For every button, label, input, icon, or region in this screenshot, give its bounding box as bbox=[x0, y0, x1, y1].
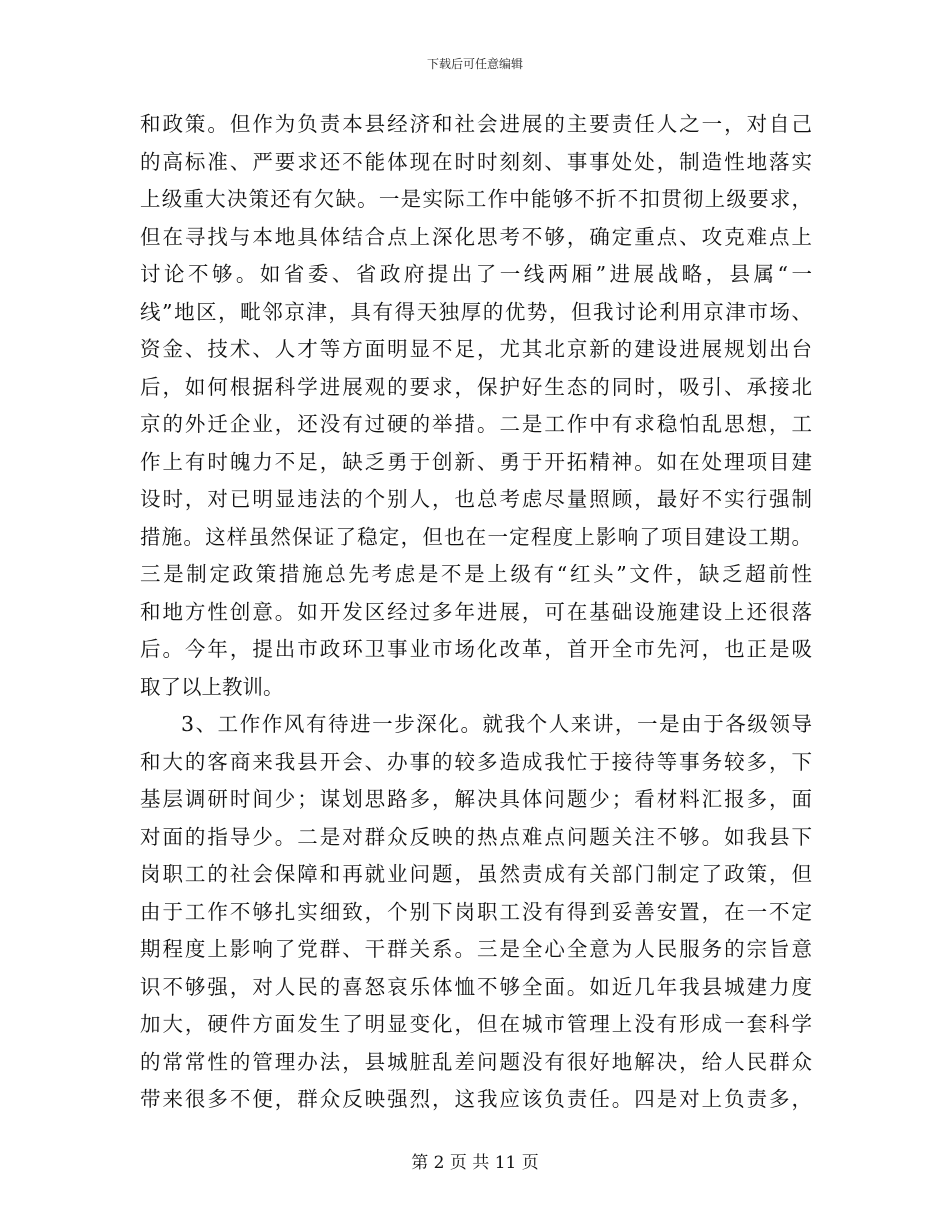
section-heading-line: 3、工作作风有待进一步深化。就我个人来讲，一是由于各级领导 bbox=[181, 712, 812, 736]
text-line: 基层调研时间少；谋划思路多，解决具体问题少；看材料汇报多，面 bbox=[140, 787, 812, 811]
text-line: 线”地区，毗邻京津，具有得天独厚的优势，但我讨论利用京津市场、 bbox=[140, 299, 812, 324]
text-line: 的高标准、严要求还不能体现在时时刻刻、事事处处，制造性地落实 bbox=[140, 149, 812, 174]
text-line: 后。今年，提出市政环卫事业市场化改革，首开全市先河，也正是吸 bbox=[140, 637, 812, 661]
text-line: 加大，硬件方面发生了明显变化，但在城市管理上没有形成一套科学 bbox=[140, 1012, 812, 1036]
text-line: 对面的指导少。二是对群众反映的热点难点问题关注不够。如我县下 bbox=[140, 824, 812, 849]
page-number-footer: 第 2 页 共 11 页 bbox=[411, 1153, 539, 1173]
text-line: 后，如何根据科学进展观的要求，保护好生态的同时，吸引、承接北 bbox=[140, 374, 812, 399]
text-line: 期程度上影响了党群、干群关系。三是全心全意为人民服务的宗旨意 bbox=[140, 937, 812, 961]
text-line: 三是制定政策措施总先考虑是不是上级有“红头”文件，缺乏超前性 bbox=[140, 562, 812, 586]
document-body bbox=[140, 106, 812, 1119]
text-line: 由于工作不够扎实细致，个别下岗职工没有得到妥善安置，在一不定 bbox=[140, 899, 812, 924]
text-line: 带来很多不便，群众反映强烈，这我应该负责任。四是对上负责多， bbox=[140, 1087, 812, 1111]
text-line: 但在寻找与本地具体结合点上深化思考不够，确定重点、攻克难点上 bbox=[140, 224, 812, 249]
page-header: 下载后可任意编辑 bbox=[426, 57, 523, 71]
text-line: 和地方性创意。如开发区经过多年进展，可在基础设施建设上还很落 bbox=[140, 599, 812, 624]
text-line: 和政策。但作为负责本县经济和社会进展的主要责任人之一，对自己 bbox=[140, 112, 812, 136]
text-line: 京的外迁企业，还没有过硬的举措。二是工作中有求稳怕乱思想，工 bbox=[140, 412, 812, 436]
text-line: 和大的客商来我县开会、办事的较多造成我忙于接待等事务较多，下 bbox=[140, 749, 812, 774]
text-line: 设时，对已明显违法的个别人，也总考虑尽量照顾，最好不实行强制 bbox=[140, 487, 812, 511]
text-line: 识不够强，对人民的喜怒哀乐体恤不够全面。如近几年我县城建力度 bbox=[140, 974, 812, 999]
text-line: 取了以上教训。 bbox=[140, 674, 284, 699]
text-line: 措施。这样虽然保证了稳定，但也在一定程度上影响了项目建设工期。 bbox=[140, 524, 812, 549]
text-line: 上级重大决策还有欠缺。一是实际工作中能够不折不扣贯彻上级要求， bbox=[140, 187, 812, 211]
text-line: 资金、技术、人才等方面明显不足，尤其北京新的建设进展规划出台 bbox=[140, 337, 812, 361]
text-line: 的常常性的管理办法，县城脏乱差问题没有很好地解决，给人民群众 bbox=[140, 1049, 812, 1074]
text-line: 讨论不够。如省委、省政府提出了一线两厢”进展战略，县属“一 bbox=[140, 262, 812, 286]
text-line: 岗职工的社会保障和再就业问题，虽然责成有关部门制定了政策，但 bbox=[140, 862, 812, 886]
text-line: 作上有时魄力不足，缺乏勇于创新、勇于开拓精神。如在处理项目建 bbox=[140, 449, 812, 474]
